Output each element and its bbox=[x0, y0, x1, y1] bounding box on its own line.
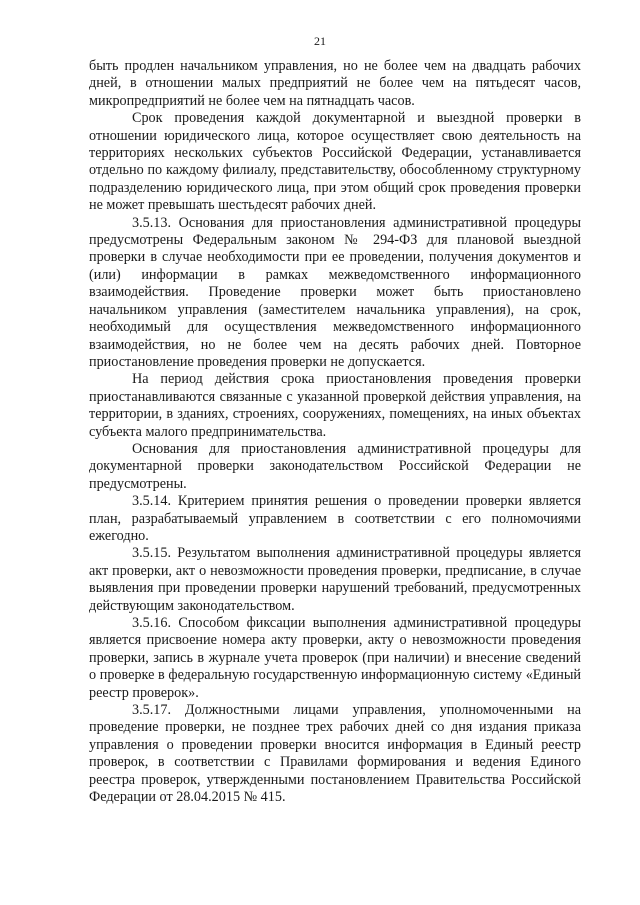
paragraph-documentary-suspension: Основания для приостановления административной процедуры для документарной проверки законодательством Российской Федерации не предусмотрены. bbox=[89, 440, 581, 492]
paragraph-continuation: быть продлен начальником управления, но не более чем на двадцать рабочих дней, в отношении малых предприятий не более чем на пятьдесят часов, микропредприятий не более чем на пятнадцать часов. bbox=[89, 58, 581, 109]
paragraph-3-5-15: 3.5.15. Результатом выполнения административной процедуры является акт проверки, акт о невозможности проведения проверки, предписание, в случае выявления при проведении проверки нарушений требований, предусмотренных действующим законодательством. bbox=[89, 545, 581, 614]
page-number: 21 bbox=[314, 34, 326, 48]
paragraph-3-5-17: 3.5.17. Должностными лицами управления, уполномоченными на проведение проверки, не позднее трех рабочих дней со дня издания приказа управления о проведении проверки вносится информация в Единый реестр проверок, в соответствии с Правилами формирования и ведения Единого реестра проверок, утвержденными постановлением Правительства Российской Федерации от 28.04.2015 № 415. bbox=[89, 702, 581, 806]
paragraph-inspection-term: Срок проведения каждой документарной и выездной проверки в отношении юридического лица, которое осуществляет свою деятельность на территориях нескольких субъектов Российской Федерации, устанавливается отдельно по каждому филиалу, представительству, обособленному структурному подразделению юридического лица, при этом общий срок проведения проверки не может превышать шестьдесят рабочих дней. bbox=[89, 110, 581, 214]
paragraph-suspension-period: На период действия срока приостановления проведения проверки приостанавливаются связанные с указанной проверкой действия управления, на территории, в зданиях, строениях, сооружениях, помещениях, на иных объектах субъекта малого предпринимательства. bbox=[89, 371, 581, 440]
document-body bbox=[89, 58, 581, 806]
paragraph-3-5-16: 3.5.16. Способом фиксации выполнения административной процедуры является присвоение номера акту проверки, акту о невозможности проведения проверки, запись в журнале учета проверок (при наличии) и внесение сведений о проверке в федеральную государственную информационную систему «Единый реестр проверок». bbox=[89, 615, 581, 701]
paragraph-3-5-13: 3.5.13. Основания для приостановления административной процедуры предусмотрены Федеральным законом № 294-ФЗ для плановой выездной проверки в случае необходимости при ее проведении, получения документов и (или) информации в рамках межведомственного информационного взаимодействия. Проведение проверки может быть приостановлено начальником управления (заместителем начальника управления), на срок, необходимый для осуществления межведомственного информационного взаимодействия, но не более чем на десять рабочих дней. Повторное приостановление проведения проверки не допускается. bbox=[89, 214, 581, 370]
paragraph-3-5-14: 3.5.14. Критерием принятия решения о проведении проверки является план, разрабатываемый управлением в соответствии с его полномочиями ежегодно. bbox=[89, 493, 581, 544]
